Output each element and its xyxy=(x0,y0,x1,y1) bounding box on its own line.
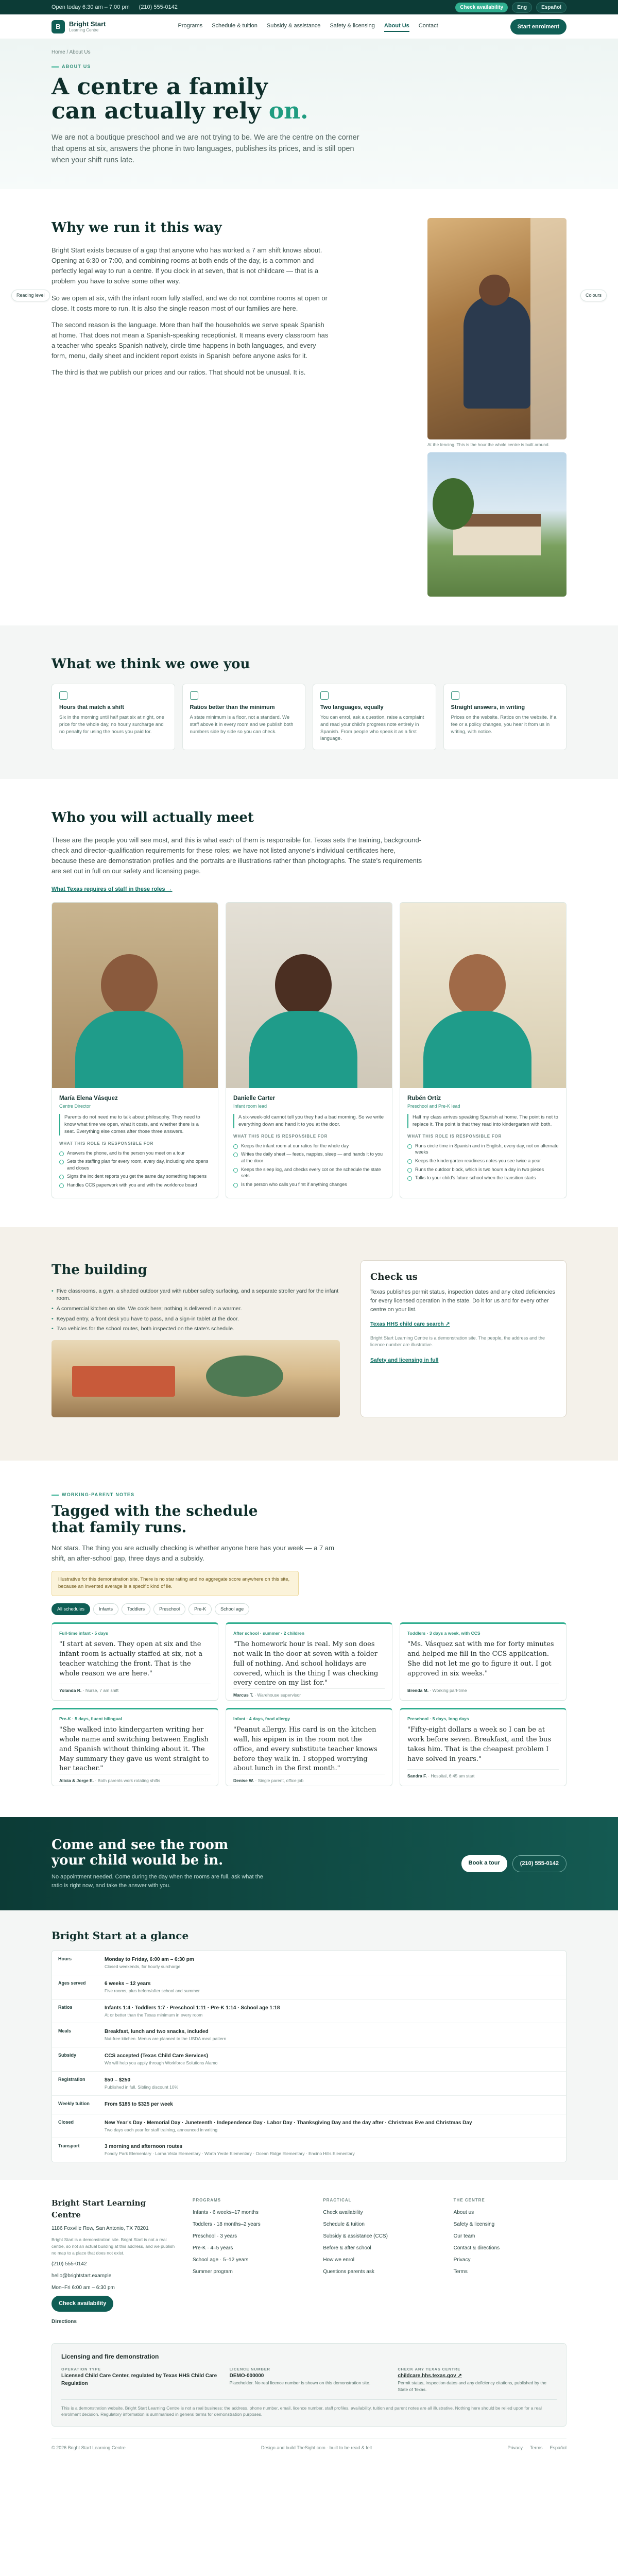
row-value: CCS accepted (Texas Child Care Services) xyxy=(105,2053,209,2059)
why-paragraph: The second reason is the language. More than half the households we serve speak Spanish at home. That does not mean a Spanish-speaking receptionist. It means every classroom has a teacher who speaks Spanish natively, circle time happens in both languages, and every form, menu, daily sheet and incident report exists in Spanish before anyone asks for it. xyxy=(52,320,329,360)
promise-card xyxy=(313,684,436,750)
filter-prek[interactable]: Pre-K xyxy=(188,1603,212,1616)
staff-intro: These are the people you will see most, and this is what each of them is responsible for. Texas sets the training, background-check and director-qualification requirements for these roles; we have not listed anyone's individual certificates here, because these are demonstration profiles and the portraits are illustrations rather than photographs. The state's requirements are set out in full on our safety and licensing page. xyxy=(52,836,422,875)
schedule-notes-section xyxy=(0,1461,618,1817)
title-line-1: A centre a family xyxy=(52,73,268,100)
staff-quote: Half my class arrives speaking Spanish at home. The point is not to replace it. The point is that they read into kindergarten with both. xyxy=(407,1114,559,1128)
responsibility-label: WHAT THIS ROLE IS RESPONSIBLE FOR xyxy=(59,1141,154,1146)
table-row xyxy=(52,2138,566,2162)
note-meta: Warehouse supervisor xyxy=(257,1692,301,1698)
schedule-kicker: WORKING-PARENT NOTES xyxy=(52,1492,566,1499)
why-title: Why we run it this way xyxy=(52,219,222,235)
tree-shape xyxy=(433,478,474,530)
filter-toddlers[interactable]: Toddlers xyxy=(122,1603,150,1616)
footer-demo-note: Bright Start is a demonstration site. Bright Start is not a real centre, so not an actual building at this address, and we publish no map to a place that does not exist. xyxy=(52,2237,175,2256)
door-frame xyxy=(530,218,566,439)
why-paragraph: Bright Start exists because of a gap that anyone who has worked a 7 am shift knows about. Opening at 6:30 or 7:00, and combining rooms at both ends of the day, is a common and perfectly legal way to run a centre. If you clock in at seven, that is not childcare — that is a problem you have to solve some other way. xyxy=(52,246,322,285)
clock-icon xyxy=(59,691,67,700)
schedule-title-b: that family runs. xyxy=(52,1518,187,1536)
building-item: • Keypad entry, a front desk you have to pass, and a sign-in tablet at the door. xyxy=(52,1315,340,1323)
row-note: Fondly Park Elementary · Lorna Vista Elementary · Worth Yerde Elementary · Ocean Ridge Elementary · Encino Hills Elementary xyxy=(105,2151,355,2157)
responsibility-item: Answers the phone, and is the person you meet on a tour xyxy=(59,1150,211,1157)
row-key: Weekly tuition xyxy=(58,2100,90,2106)
tree-shape xyxy=(206,1355,283,1397)
table-row xyxy=(52,2072,566,2096)
note-text: "Ms. Vásquez sat with me for forty minutes and helped me fill in the CCS application. She did not let me go to figure it out. I got approved in six weeks." xyxy=(407,1640,554,1677)
staff-role: Preschool and Pre-K lead xyxy=(407,1103,460,1109)
start-enrolment-button[interactable]: Start enrolment xyxy=(510,19,566,35)
footer-link[interactable]: Infants · 6 weeks–17 months xyxy=(193,2210,259,2215)
portrait-body xyxy=(249,1011,357,1088)
footer-link[interactable]: Check availability xyxy=(323,2210,363,2215)
lic-note: Permit status, inspection dates and any deficiency citations, published by the State of Texas. xyxy=(398,2380,547,2392)
hero-lede: We are not a boutique preschool and we are not trying to be. We are the centre on the corner that opens at six, answers the phone in two languages, publishes its prices, and is still open when your shift runs late. xyxy=(52,133,359,165)
footer-name: Bright Start Learning Centre xyxy=(52,2198,146,2219)
staff-section xyxy=(0,779,618,1227)
staff-portrait xyxy=(52,903,218,1088)
footer-phone[interactable]: (210) 555-0142 xyxy=(52,2261,87,2267)
responsibility-item: Keeps the kindergarten-readiness notes you see twice a year xyxy=(407,1158,559,1164)
footer-link[interactable]: Summer program xyxy=(193,2269,233,2275)
filter-infants[interactable]: Infants xyxy=(93,1603,118,1616)
staff-quote: A six-week-old cannot tell you they had a bad morning. So we write everything down and hand it to you at the door. xyxy=(233,1114,385,1128)
hhs-search-link[interactable]: Texas HHS child care search ↗ xyxy=(370,1320,450,1327)
schedule-intro: Not stars. The thing you are actually checking is whether anyone here has your week — a 7 am shift, an after-school gap, three days and a subsidy. xyxy=(52,1544,334,1563)
hhs-site-link[interactable]: childcare.hhs.texas.gov ↗ xyxy=(398,2373,462,2379)
footer-link[interactable]: Our team xyxy=(453,2233,475,2239)
staff-role: Infant room lead xyxy=(233,1103,267,1109)
note-meta: Both parents work rotating shifts xyxy=(97,1778,161,1784)
glance-title: Bright Start at a glance xyxy=(52,1929,189,1942)
cta-body: No appointment needed. Come during the day when the rooms are full, ask what the ratio is right now, and take the answer with you. xyxy=(52,1874,263,1889)
portrait-head xyxy=(449,954,506,1016)
nav-contact[interactable]: Contact xyxy=(418,22,438,29)
parent-note: Toddlers · 3 days a week, with CCS "Ms. Vásquez sat with me for forty minutes and helped me fill in the CCS application. She did not let me go to figure it out. I got approved in six weeks." Brenda M. · Working part-time xyxy=(400,1622,566,1701)
nav-programs[interactable]: Programs xyxy=(178,22,203,29)
lang-en-pill[interactable]: Eng xyxy=(512,2,532,13)
figure-shape xyxy=(464,295,530,409)
logo-mark: B xyxy=(52,20,65,33)
promise-title: Hours that match a shift xyxy=(59,704,124,710)
table-row xyxy=(52,2114,566,2139)
footer-link[interactable]: Subsidy & assistance (CCS) xyxy=(323,2233,388,2239)
row-value: Infants 1:4 · Toddlers 1:7 · Preschool 1:11 · Pre-K 1:14 · School age 1:18 xyxy=(105,2005,280,2011)
directions-link[interactable]: Directions xyxy=(52,2318,77,2325)
row-note: Closed weekends, for hourly surcharge xyxy=(105,1964,181,1969)
lic-value: DEMO-000000 xyxy=(229,2373,264,2379)
check-availability-pill[interactable]: Check availability xyxy=(455,3,508,12)
table-row xyxy=(52,2023,566,2047)
responsibility-item: Writes the daily sheet — feeds, nappies, sleep — and hands it to you at the door xyxy=(233,1151,385,1164)
built-by: Design and build TheSight.com · built to be read & felt xyxy=(261,2445,372,2450)
site-footer xyxy=(0,2180,618,2462)
row-value: Breakfast, lunch and two snacks, included xyxy=(105,2029,209,2035)
document-icon xyxy=(451,691,459,700)
main-nav xyxy=(178,22,438,32)
row-note: We will help you apply through Workforce Solutions Alamo xyxy=(105,2060,218,2065)
note-meta: Hospital, 6:45 am start xyxy=(431,1773,475,1779)
filter-all[interactable]: All schedules xyxy=(52,1603,90,1616)
filter-school-age[interactable]: School age xyxy=(215,1603,249,1616)
photo-parent-child-hug xyxy=(427,218,566,439)
staff-card xyxy=(226,902,392,1198)
footer-availability-button[interactable]: Check availability xyxy=(52,2296,113,2312)
responsibility-label: WHAT THIS ROLE IS RESPONSIBLE FOR xyxy=(233,1133,328,1139)
staff-quote: Parents do not need me to talk about philosophy. They need to know what time we open, what it costs, and whether there is a seat. Everything else comes after those three answers. xyxy=(59,1114,211,1135)
colours-tab[interactable]: Colours xyxy=(580,290,607,302)
language-icon xyxy=(320,691,329,700)
row-key: Subsidy xyxy=(58,2053,77,2058)
portrait-head xyxy=(275,954,332,1016)
promise-desc: Six in the morning until half past six at night, one price for the whole day, no hourly surcharge and no penalty for using the hours you paid for. xyxy=(59,714,164,735)
row-note: Published in full. Sibling discount 10% xyxy=(105,2084,179,2090)
safety-licensing-link[interactable]: Safety and licensing in full xyxy=(370,1357,439,1363)
privacy-link[interactable]: Privacy xyxy=(507,2445,523,2450)
note-tag: After school · summer · 2 children xyxy=(233,1631,304,1636)
logo-subtitle: Learning Centre xyxy=(69,27,99,32)
row-value: From $185 to $325 per week xyxy=(105,2101,173,2107)
promise-desc: Prices on the website. Ratios on the website. If a fee or a policy changes, you hear it from us in writing, with notice. xyxy=(451,714,557,735)
note-meta: Nurse, 7 am shift xyxy=(85,1688,119,1693)
responsibility-item: Keeps the infant room at our ratios for the whole day xyxy=(233,1143,385,1149)
responsibility-item: Handles CCS paperwork with you and with the workforce board xyxy=(59,1182,211,1189)
footer-col-heading: PRACTICAL xyxy=(323,2198,352,2202)
responsibility-item: Is the person who calls you first if anything changes xyxy=(233,1181,385,1188)
footer-link[interactable]: Terms xyxy=(453,2269,468,2275)
footer-link[interactable]: About us xyxy=(453,2210,474,2215)
responsibility-item: Sets the staffing plan for every room, every day, including who opens and closes xyxy=(59,1158,211,1171)
row-value: New Year's Day · Memorial Day · Juneteenth · Independence Day · Labor Day · Thanksgiving Day and the day after · Christmas Eve and Christmas Day xyxy=(105,2120,472,2126)
portrait-body xyxy=(75,1011,183,1088)
portrait-body xyxy=(423,1011,531,1088)
promise-desc: A state minimum is a floor, not a standard. We staff above it in every room and we publish both numbers side by side so you can check. xyxy=(190,714,294,735)
row-key: Closed xyxy=(58,2119,74,2125)
hero-kicker: ABOUT US xyxy=(52,63,566,71)
footer-link[interactable]: Toddlers · 18 months–2 years xyxy=(193,2222,261,2227)
footer-link[interactable]: Pre-K · 4–5 years xyxy=(193,2245,233,2251)
staff-portrait xyxy=(226,903,392,1088)
lic-note: Placeholder. No real licence number is shown on this demonstration site. xyxy=(229,2380,371,2385)
figure-head xyxy=(479,275,510,306)
note-author: Marcus T. xyxy=(233,1692,253,1698)
parent-note: After school · summer · 2 children "The homework hour is real. My son does not walk in the door at seven with a folder full of nothing. And school holidays are covered, which is the thing I was checking every centre on my list for." Marcus T. · Warehouse supervisor xyxy=(226,1622,392,1701)
photo-building-exterior xyxy=(427,452,566,597)
table-row xyxy=(52,2047,566,2072)
note-text: "The homework hour is real. My son does not walk in the door at seven with a folder full of nothing. And school holidays are covered, which is the thing I was checking every centre on my list for." xyxy=(233,1640,379,1687)
row-key: Ratios xyxy=(58,2004,73,2010)
row-key: Meals xyxy=(58,2028,72,2034)
note-author: Alicia & Jorge E. xyxy=(59,1778,94,1784)
reading-level-tab[interactable]: Reading level xyxy=(11,290,50,302)
note-text: "Peanut allergy. His card is on the kitchen wall, his epipen is in the room not the office, and every substitute teacher knows before they walk in. I stopped worrying about lunch in the first month." xyxy=(233,1725,377,1773)
responsibility-item: Signs the incident reports you get the same day something happens xyxy=(59,1173,211,1180)
parent-note: Infant · 4 days, food allergy "Peanut allergy. His card is on the kitchen wall, his epipen is in the room not the office, and every substitute teacher knows before they walk in. I stopped worrying about lunch in the first month." Denise W. · Single parent, office job xyxy=(226,1708,392,1786)
building-title: The building xyxy=(52,1262,147,1278)
footer-link[interactable]: Preschool · 3 years xyxy=(193,2233,237,2239)
staff-portrait xyxy=(400,903,566,1088)
lic-value: Licensed Child Care Center, regulated by Texas HHS Child Care Regulation xyxy=(61,2373,217,2386)
row-note: Nut-free kitchen. Menus are planned to the USDA meal pattern xyxy=(105,2036,227,2042)
note-tag: Pre-K · 5 days, fluent bilingual xyxy=(59,1716,122,1722)
lang-es-pill[interactable]: Español xyxy=(536,2,566,13)
notes-grid xyxy=(52,1622,566,1786)
staff-card xyxy=(400,902,566,1198)
staff-name: María Elena Vásquez xyxy=(59,1095,118,1101)
promise-title: Two languages, equally xyxy=(320,704,384,710)
table-row xyxy=(52,1975,566,1999)
footer-link[interactable]: Schedule & tuition xyxy=(323,2222,365,2227)
cta-title-b: your child would be in. xyxy=(52,1853,224,1869)
top-bar xyxy=(0,0,618,14)
ratio-icon xyxy=(190,691,198,700)
nav-schedule-tuition[interactable]: Schedule & tuition xyxy=(212,22,258,29)
breadcrumb[interactable]: Home / About Us xyxy=(52,49,91,55)
row-key: Ages served xyxy=(58,1980,86,1986)
table-row xyxy=(52,1999,566,2024)
footer-link[interactable]: Contact & directions xyxy=(453,2245,500,2251)
nav-subsidy[interactable]: Subsidy & assistance xyxy=(266,22,321,29)
parent-note: Pre-K · 5 days, fluent bilingual "She walked into kindergarten writing her whole name and switching between English and Spanish without thinking about it. The May summary they gave us went straight to her teacher." Alicia & Jorge E. · Both parents work rotating shifts xyxy=(52,1708,218,1786)
building-item: • A commercial kitchen on site. We cook here; nothing is delivered in a warmer. xyxy=(52,1305,340,1313)
promise-title: Ratios better than the minimum xyxy=(190,704,275,710)
row-value: 3 morning and afternoon routes xyxy=(105,2144,183,2150)
building-section xyxy=(0,1227,618,1461)
glance-section xyxy=(0,1910,618,2180)
footer-link[interactable]: How we enrol xyxy=(323,2257,354,2263)
lic-key: LICENCE NUMBER xyxy=(229,2366,270,2371)
title-line-2: can actually rely xyxy=(52,98,269,125)
promise-card xyxy=(443,684,567,750)
cta-title-a: Come and see the room xyxy=(52,1837,229,1853)
licensing-title: Licensing and fire demonstration xyxy=(61,2352,159,2360)
play-structure xyxy=(72,1366,175,1397)
responsibility-item: Keeps the sleep log, and checks every cot on the schedule the state sets xyxy=(233,1166,385,1179)
footer-address: 1186 Foxville Row, San Antonio, TX 78201 xyxy=(52,2226,149,2231)
note-tag: Preschool · 5 days, long days xyxy=(407,1716,469,1722)
note-meta: Single parent, office job xyxy=(258,1778,304,1784)
table-row xyxy=(52,1951,566,1975)
why-paragraph: The third is that we publish our prices and our ratios. That should not be unusual. It is. xyxy=(52,368,306,377)
cta-band xyxy=(0,1817,618,1910)
schedule-filters xyxy=(52,1603,566,1616)
page-title xyxy=(52,75,319,124)
row-key: Registration xyxy=(58,2076,85,2082)
nav-about-us[interactable]: About Us xyxy=(384,22,409,32)
promise-card xyxy=(52,684,175,750)
promise-title: Straight answers, in writing xyxy=(451,704,525,710)
responsibility-item: Talks to your child's future school when the transition starts xyxy=(407,1175,559,1181)
staff-name: Danielle Carter xyxy=(233,1095,276,1101)
copyright: © 2026 Bright Start Learning Centre xyxy=(52,2445,126,2450)
note-text: "I start at seven. They open at six and the infant room is actually staffed at six, not a teacher watching the front. That is the whole reason we are here." xyxy=(59,1640,203,1677)
building-item: • Two vehicles for the school routes, both inspected on the state's schedule. xyxy=(52,1325,340,1333)
promise-desc: You can enrol, ask a question, raise a complaint and read your child's progress note entirely in Spanish. From people who speak it as a first language. xyxy=(320,714,424,742)
check-us-title: Check us xyxy=(370,1271,418,1282)
filter-preschool[interactable]: Preschool xyxy=(153,1603,185,1616)
note-tag: Full-time infant · 5 days xyxy=(59,1631,108,1636)
lic-key: OPERATION TYPE xyxy=(61,2366,101,2371)
check-us-body: Texas publishes permit status, inspection dates and any cited deficiencies for every licensed operation in the state. Do it for us and for every other centre on your list. xyxy=(370,1289,555,1313)
note-author: Denise W. xyxy=(233,1778,254,1784)
call-button[interactable]: (210) 555-0142 xyxy=(512,1855,566,1872)
note-tag: Infant · 4 days, food allergy xyxy=(233,1716,290,1722)
row-value: $50 – $250 xyxy=(105,2077,131,2083)
row-note: Two days each year for staff training, announced in writing xyxy=(105,2127,218,2132)
responsibility-label: WHAT THIS ROLE IS RESPONSIBLE FOR xyxy=(407,1133,502,1139)
book-tour-button[interactable]: Book a tour xyxy=(461,1855,507,1872)
staff-name: Rubén Ortiz xyxy=(407,1095,441,1101)
hero xyxy=(0,39,618,189)
row-note: Five rooms, plus before/after school and summer xyxy=(105,1988,200,1993)
row-value: Monday to Friday, 6:00 am – 6:30 pm xyxy=(105,1957,194,1962)
licensing-panel xyxy=(52,2343,566,2427)
row-value: 6 weeks – 12 years xyxy=(105,1980,151,1987)
title-accent: on. xyxy=(268,98,308,125)
cta-title xyxy=(52,1838,268,1869)
row-note: At or better than the Texas minimum in every room xyxy=(105,2012,203,2018)
schedule-title-a: Tagged with the schedule xyxy=(52,1502,258,1519)
site-header xyxy=(0,14,618,39)
note-meta: Working part-time xyxy=(432,1688,467,1693)
footer-link[interactable]: Before & after school xyxy=(323,2245,371,2251)
staff-card xyxy=(52,902,218,1198)
photo-playground xyxy=(52,1340,340,1417)
lic-key: CHECK ANY TEXAS CENTRE xyxy=(398,2366,461,2371)
staff-requirements-link[interactable]: What Texas requires of staff in these roles → xyxy=(52,886,173,892)
responsibility-item: Runs the outdoor block, which is two hours a day in two pieces xyxy=(407,1166,559,1173)
note-text: "She walked into kindergarten writing her whole name and switching between English and Spanish without thinking about it. The May summary they gave us went straight to her teacher." xyxy=(59,1725,209,1773)
footer-email[interactable]: hello@brightstart.example xyxy=(52,2273,112,2279)
row-key: Transport xyxy=(58,2143,80,2149)
staff-title: Who you will actually meet xyxy=(52,810,254,826)
promise-card xyxy=(182,684,306,750)
owe-section xyxy=(0,625,618,779)
footer-link[interactable]: Privacy xyxy=(453,2257,471,2263)
schedule-title xyxy=(52,1503,566,1536)
footer-link[interactable]: School age · 5–12 years xyxy=(193,2257,249,2263)
note-author: Brenda M. xyxy=(407,1688,429,1693)
table-row xyxy=(52,2096,566,2114)
hours-text: Open today 6:30 am – 7:00 pm xyxy=(52,4,130,10)
note-author: Sandra F. xyxy=(407,1773,427,1779)
why-section xyxy=(0,189,618,625)
footer-hours: Mon–Fri 6:00 am – 6:30 pm xyxy=(52,2285,115,2291)
building-item: • Five classrooms, a gym, a shaded outdoor yard with rubber safety surfacing, and a separate stroller yard for the infant room. xyxy=(52,1287,340,1302)
row-key: Hours xyxy=(58,1956,72,1961)
glance-table xyxy=(52,1951,566,2162)
why-paragraph: So we open at six, with the infant room fully staffed, and we do not combine rooms at open or close. It costs more to run. It is also the single reason most of our families are here. xyxy=(52,294,328,312)
footer-col-heading: PROGRAMS xyxy=(193,2198,221,2202)
owe-title: What we think we owe you xyxy=(52,656,250,672)
footer-link[interactable]: Safety & licensing xyxy=(453,2222,495,2227)
espanol-link[interactable]: Español xyxy=(550,2445,566,2450)
parent-note: Full-time infant · 5 days "I start at seven. They open at six and the infant room is actually staffed at six, not a teacher watching the front. That is the whole reason we are here." Yolanda R. · Nurse, 7 am shift xyxy=(52,1622,218,1701)
note-author: Yolanda R. xyxy=(59,1688,82,1693)
demo-disclaimer: This is a demonstration website. Bright Start Learning Centre is not a real business: the address, phone number, email, licence number, staff profiles, availability, tuition and parent notes are all illustrative. Nothing here should be relied upon for a real enrolment decision. Regulatory information is summarised in general terms for demonstration purposes. xyxy=(61,2399,557,2418)
portrait-head xyxy=(101,954,158,1016)
footer-bottom xyxy=(52,2438,566,2452)
note-text: "Fifty-eight dollars a week so I can be at work before seven. Breakfast, and the bus takes him. That is the cheapest problem I have solved in years." xyxy=(407,1725,552,1763)
footer-link[interactable]: Questions parents ask xyxy=(323,2269,374,2275)
illustrative-warning: Illustrative for this demonstration site. There is no star rating and no aggregate score anywhere on this site, because an invented average is a specific kind of lie. xyxy=(52,1571,299,1596)
footer-col-heading: THE CENTRE xyxy=(453,2198,485,2202)
parent-note: Preschool · 5 days, long days "Fifty-eight dollars a week so I can be at work before seven. Breakfast, and the bus takes him. That is the cheapest problem I have solved in years." Sandra F. · Hospital, 6:45 am start xyxy=(400,1708,566,1786)
logo[interactable] xyxy=(52,20,106,33)
demo-note: Bright Start Learning Centre is a demonstration site. The people, the address and the licence number are illustrative. xyxy=(370,1335,545,1348)
staff-role: Centre Director xyxy=(59,1103,91,1109)
note-tag: Toddlers · 3 days a week, with CCS xyxy=(407,1631,480,1636)
terms-link[interactable]: Terms xyxy=(529,2445,543,2450)
photo-caption: At the fencing. This is the hour the whole centre is built around. xyxy=(427,442,550,447)
responsibility-item: Runs circle time in Spanish and in English, every day, not on alternate weeks xyxy=(407,1143,559,1156)
topbar-phone[interactable]: (210) 555-0142 xyxy=(139,4,178,10)
nav-safety[interactable]: Safety & licensing xyxy=(330,22,375,29)
check-us-panel xyxy=(360,1260,566,1417)
logo-title: Bright Start xyxy=(69,20,106,28)
